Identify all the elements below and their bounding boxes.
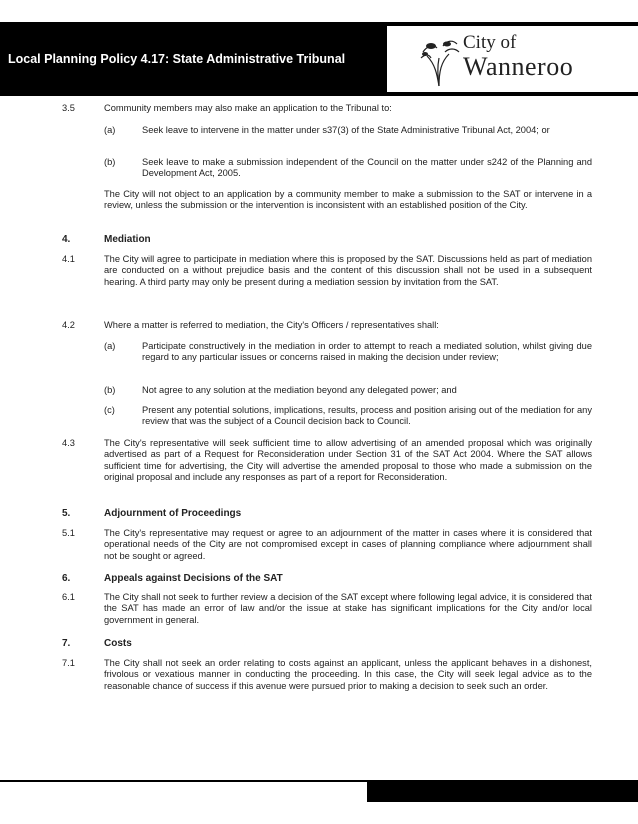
section-heading: Mediation — [104, 234, 151, 245]
sub-text: Present any potential solutions, implications, results, process and position arising out of the mediation for any review that was the subject of a Council decision back to Council. — [142, 405, 592, 427]
clause-number: 3.5 — [62, 103, 75, 113]
document-title: Local Planning Policy 4.17: State Administrative Tribunal — [8, 52, 346, 66]
clause-text: Community members may also make an application to the Tribunal to: — [104, 103, 392, 113]
section-heading: Costs — [104, 638, 132, 649]
clause-text: Where a matter is referred to mediation, the City's Officers / representatives shall: — [104, 320, 439, 330]
sub-text: Seek leave to make a submission independent of the Council on the matter under s242 of the Planning and Development Act, 2005. — [142, 157, 592, 179]
banksia-logo-icon — [417, 34, 461, 88]
clause-number: 6.1 — [62, 592, 75, 602]
clause-text: The City will agree to participate in mediation where this is proposed by the SAT. Discussions held as part of mediation are conducted on a without prejudice basis and the content of this discussion shall not be used in a subsequent hearing. A third party may only be present during a mediation session by invitation from the SAT. — [104, 254, 592, 287]
clause-text: The City will not object to an application by a community member to make a submission to the SAT or intervene in a review, unless the submission or the intervention is inconsistent with an established position of the City. — [104, 189, 592, 211]
logo-line-city: City of — [463, 32, 517, 53]
section-number: 6. — [62, 573, 71, 584]
clause-text: The City shall not seek an order relating to costs against an applicant, unless the applicant behaves in a dishonest, frivolous or vexatious manner in conducting the proceeding. In this case, the City will seek legal advice as to the reasonable chance of success if this avenue were pursued prior to making a decision to seek such an order. — [104, 658, 592, 691]
clause-number: 7.1 — [62, 658, 75, 668]
clause-number: 4.2 — [62, 320, 75, 330]
clause-number: 4.1 — [62, 254, 75, 264]
sub-label: (a) — [104, 341, 116, 351]
clause-number: 5.1 — [62, 528, 75, 538]
clause-number: 4.3 — [62, 438, 75, 448]
clause-text: The City's representative will seek sufficient time to allow advertising of an amended proposal which was originally advertised as part of a Request for Reconsideration under Section 31 of the SAT Act 2004. Where the SAT allows sufficient time for advertising, the City will advertise the amended proposal to those who made a submission on the original proposal and include any responses as part of a report for Reconsideration. — [104, 438, 592, 483]
section-number: 7. — [62, 638, 71, 649]
footer-block — [367, 782, 638, 802]
sub-label: (c) — [104, 405, 115, 415]
sub-label: (b) — [104, 385, 116, 395]
section-heading: Appeals against Decisions of the SAT — [104, 573, 283, 584]
clause-text: The City's representative may request or agree to an adjournment of the matter in cases where it is considered that operational needs of the City are not compromised except in cases of planning compliance where adjournment shall not be sought or agreed. — [104, 528, 592, 561]
section-heading: Adjournment of Proceedings — [104, 508, 242, 519]
logo-line-name: Wanneroo — [463, 52, 574, 81]
section-number: 5. — [62, 508, 71, 519]
sub-label: (b) — [104, 157, 116, 167]
section-number: 4. — [62, 234, 71, 245]
sub-text: Not agree to any solution at the mediation beyond any delegated power; and — [142, 385, 457, 395]
sub-text: Seek leave to intervene in the matter under s37(3) of the State Administrative Tribunal Act, 2004; or — [142, 125, 550, 135]
city-logo — [387, 26, 638, 92]
clause-text: The City shall not seek to further review a decision of the SAT except where following legal advice, it is considered that the SAT has made an error of law and/or the issue at stake has significant implications for the City and/or local government in general. — [104, 592, 592, 625]
sub-text: Participate constructively in the mediation in order to attempt to reach a mediated solution, whilst giving due regard to any particular issues or concerns raised in making the decision under review; — [142, 341, 592, 363]
sub-label: (a) — [104, 125, 116, 135]
